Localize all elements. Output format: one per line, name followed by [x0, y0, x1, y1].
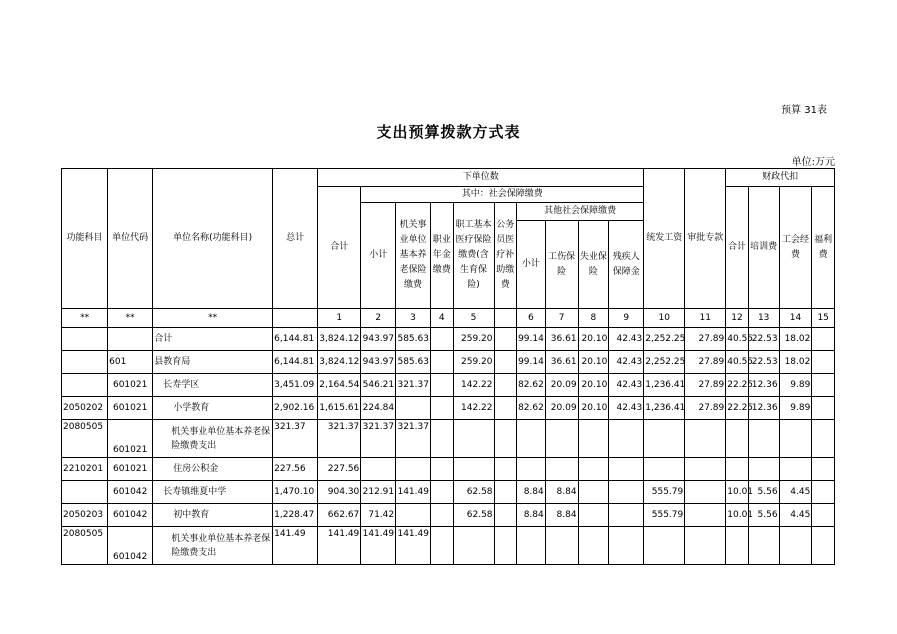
value-cell	[578, 420, 609, 458]
header-welfare: 福利费	[812, 187, 835, 309]
value-cell	[812, 504, 835, 527]
index-cell: 14	[779, 309, 812, 328]
unit-name-cell: 长寿镇维夏中学	[153, 481, 273, 504]
unit-name-cell: 合计	[153, 328, 273, 351]
header-social-insurance: 其中：社会保障缴费	[361, 187, 644, 203]
index-cell: 13	[748, 309, 779, 328]
header-fiscal-heji: 合计	[726, 187, 749, 309]
value-cell: 22.53	[748, 351, 779, 374]
value-cell: 42.43	[609, 328, 644, 351]
value-cell: 22.53	[748, 328, 779, 351]
func-code-cell	[62, 481, 108, 504]
header-heji: 合计	[318, 187, 361, 309]
header-unemployment: 失业保险	[578, 221, 609, 309]
value-cell	[748, 458, 779, 481]
func-code-cell	[62, 328, 108, 351]
header-injury: 工伤保险	[545, 221, 578, 309]
unit-name-cell: 机关事业单位基本养老保险缴费支出	[153, 527, 273, 565]
value-cell	[430, 397, 453, 420]
value-cell	[430, 481, 453, 504]
header-civil-medical: 公务员医疗补助缴费	[494, 203, 517, 309]
value-cell	[726, 458, 749, 481]
value-cell	[578, 527, 609, 565]
value-cell: 943.97	[361, 351, 396, 374]
unit-label: 单位:万元	[791, 157, 835, 168]
header-fiscal-agent: 财政代扣	[726, 169, 835, 187]
index-cell	[494, 309, 517, 328]
table-row	[62, 351, 835, 374]
header-training: 培训费	[748, 187, 779, 309]
value-cell: 42.43	[609, 397, 644, 420]
value-cell	[685, 527, 726, 565]
value-cell: 20.10	[578, 397, 609, 420]
value-cell	[494, 397, 517, 420]
value-cell: 141.49	[396, 527, 431, 565]
value-cell: 3,451.09	[273, 374, 318, 397]
header-xiaoji: 小计	[361, 203, 396, 309]
value-cell: 8.84	[517, 481, 546, 504]
value-cell	[494, 420, 517, 458]
value-cell: 227.56	[273, 458, 318, 481]
index-cell: 3	[396, 309, 431, 328]
value-cell: 8.84	[517, 504, 546, 527]
unit-code-cell	[108, 328, 153, 351]
value-cell	[685, 504, 726, 527]
value-cell: 141.49	[318, 527, 361, 565]
index-cell: **	[62, 309, 108, 328]
value-cell	[517, 458, 546, 481]
index-cell	[273, 309, 318, 328]
index-cell: 5	[453, 309, 494, 328]
value-cell	[545, 458, 578, 481]
index-cell: 10	[644, 309, 685, 328]
value-cell	[494, 351, 517, 374]
value-cell: 12.36	[748, 397, 779, 420]
header-pension: 机关事业单位基本养老保险缴费	[396, 203, 431, 309]
table-reference: 预算 31表	[781, 105, 827, 116]
value-cell	[453, 420, 494, 458]
table-row	[62, 328, 835, 351]
value-cell: 20.10	[578, 351, 609, 374]
index-cell: 6	[517, 309, 546, 328]
value-cell: 546.21	[361, 374, 396, 397]
table-row	[62, 397, 835, 420]
value-cell: 585.63	[396, 351, 431, 374]
value-cell: 10.01	[726, 504, 749, 527]
value-cell: 9.89	[779, 374, 812, 397]
index-cell: 1	[318, 309, 361, 328]
value-cell: 904.30	[318, 481, 361, 504]
value-cell: 82.62	[517, 374, 546, 397]
table-row	[62, 458, 835, 481]
value-cell: 20.10	[578, 328, 609, 351]
unit-code-cell: 601042	[108, 504, 153, 527]
index-cell: 12	[726, 309, 749, 328]
value-cell: 12.36	[748, 374, 779, 397]
value-cell: 62.58	[453, 504, 494, 527]
unit-code-cell: 601021	[108, 458, 153, 481]
value-cell: 4.45	[779, 504, 812, 527]
value-cell	[545, 527, 578, 565]
page-title: 支出预算拨款方式表	[376, 123, 521, 141]
value-cell	[453, 527, 494, 565]
value-cell	[430, 458, 453, 481]
value-cell	[685, 458, 726, 481]
value-cell: 142.22	[453, 397, 494, 420]
value-cell: 8.84	[545, 504, 578, 527]
unit-name-cell: 住房公积金	[153, 458, 273, 481]
value-cell	[545, 420, 578, 458]
value-cell: 82.62	[517, 397, 546, 420]
value-cell: 8.84	[545, 481, 578, 504]
value-cell	[430, 504, 453, 527]
header-other-social: 其他社会保障缴费	[517, 203, 644, 221]
func-code-cell: 2210201	[62, 458, 108, 481]
header-unit-code: 单位代码	[108, 169, 153, 309]
func-code-cell: 2080505	[62, 420, 108, 458]
value-cell: 212.91	[361, 481, 396, 504]
value-cell	[812, 481, 835, 504]
unit-name-cell: 小学教育	[153, 397, 273, 420]
index-cell: 7	[545, 309, 578, 328]
header-lower-units: 下单位数	[318, 169, 644, 187]
value-cell: 6,144.81	[273, 328, 318, 351]
header-disabled: 残疾人保障金	[609, 221, 644, 309]
value-cell	[812, 458, 835, 481]
value-cell	[517, 420, 546, 458]
value-cell	[494, 504, 517, 527]
func-code-cell	[62, 351, 108, 374]
value-cell: 36.61	[545, 328, 578, 351]
index-cell: 9	[609, 309, 644, 328]
value-cell	[779, 458, 812, 481]
value-cell	[812, 397, 835, 420]
header-total: 总计	[273, 169, 318, 309]
value-cell: 141.49	[273, 527, 318, 565]
header-func-code: 功能科目	[62, 169, 108, 309]
value-cell	[644, 420, 685, 458]
unit-name-cell: 长寿学区	[153, 374, 273, 397]
header-union: 工会经费	[779, 187, 812, 309]
value-cell	[609, 504, 644, 527]
value-cell: 1,615.61	[318, 397, 361, 420]
value-cell: 9.89	[779, 397, 812, 420]
value-cell	[812, 351, 835, 374]
value-cell: 142.22	[453, 374, 494, 397]
value-cell: 5.56	[748, 504, 779, 527]
value-cell	[812, 527, 835, 565]
table-row	[62, 504, 835, 527]
unit-name-cell: 初中教育	[153, 504, 273, 527]
value-cell: 22.25	[726, 374, 749, 397]
value-cell: 224.84	[361, 397, 396, 420]
table-row	[62, 527, 835, 565]
table-row	[62, 481, 835, 504]
value-cell: 27.89	[685, 397, 726, 420]
value-cell: 18.02	[779, 351, 812, 374]
value-cell: 3,824.12	[318, 328, 361, 351]
value-cell	[494, 328, 517, 351]
value-cell	[779, 420, 812, 458]
value-cell: 321.37	[361, 420, 396, 458]
header-other-xiaoji: 小计	[517, 221, 546, 309]
value-cell	[685, 420, 726, 458]
value-cell	[726, 527, 749, 565]
value-cell: 943.97	[361, 328, 396, 351]
value-cell	[644, 527, 685, 565]
table-row	[62, 420, 835, 458]
value-cell: 2,902.16	[273, 397, 318, 420]
value-cell: 259.20	[453, 351, 494, 374]
index-cell: **	[108, 309, 153, 328]
value-cell: 1,236.41	[644, 397, 685, 420]
value-cell: 259.20	[453, 328, 494, 351]
value-cell	[609, 458, 644, 481]
value-cell: 42.43	[609, 374, 644, 397]
value-cell: 662.67	[318, 504, 361, 527]
value-cell: 2,252.25	[644, 351, 685, 374]
unit-name-cell: 县教育局	[153, 351, 273, 374]
value-cell	[453, 458, 494, 481]
value-cell: 5.56	[748, 481, 779, 504]
value-cell: 321.37	[396, 420, 431, 458]
header-row-1	[62, 169, 835, 187]
value-cell	[644, 458, 685, 481]
value-cell: 1,470.10	[273, 481, 318, 504]
header-approved: 审批专款	[685, 169, 726, 309]
value-cell	[494, 527, 517, 565]
unit-code-cell: 601042	[108, 481, 153, 504]
value-cell: 2,164.54	[318, 374, 361, 397]
value-cell: 321.37	[318, 420, 361, 458]
value-cell	[812, 374, 835, 397]
table-row	[62, 374, 835, 397]
index-cell: **	[153, 309, 273, 328]
value-cell	[494, 481, 517, 504]
value-cell: 20.09	[545, 397, 578, 420]
value-cell	[430, 527, 453, 565]
header-medical: 职工基本医疗保险缴费(含生育保险)	[453, 203, 494, 309]
value-cell	[748, 420, 779, 458]
value-cell: 10.01	[726, 481, 749, 504]
value-cell: 4.45	[779, 481, 812, 504]
value-cell: 1,228.47	[273, 504, 318, 527]
value-cell	[396, 397, 431, 420]
value-cell: 2,252.25	[644, 328, 685, 351]
value-cell: 27.89	[685, 351, 726, 374]
value-cell: 321.37	[273, 420, 318, 458]
value-cell: 141.49	[361, 527, 396, 565]
value-cell	[578, 481, 609, 504]
value-cell: 555.79	[644, 504, 685, 527]
value-cell: 40.55	[726, 328, 749, 351]
value-cell: 227.56	[318, 458, 361, 481]
value-cell: 6,144.81	[273, 351, 318, 374]
value-cell: 99.14	[517, 351, 546, 374]
unit-code-cell: 601021	[108, 397, 153, 420]
value-cell	[430, 328, 453, 351]
value-cell	[726, 420, 749, 458]
value-cell: 42.43	[609, 351, 644, 374]
func-code-cell: 2080505	[62, 527, 108, 565]
value-cell: 1,236.41	[644, 374, 685, 397]
index-cell: 8	[578, 309, 609, 328]
func-code-cell	[62, 374, 108, 397]
value-cell	[578, 458, 609, 481]
value-cell	[578, 504, 609, 527]
value-cell: 20.09	[545, 374, 578, 397]
value-cell: 3,824.12	[318, 351, 361, 374]
value-cell: 27.89	[685, 328, 726, 351]
value-cell	[494, 458, 517, 481]
value-cell	[396, 458, 431, 481]
value-cell	[812, 328, 835, 351]
budget-table	[61, 168, 835, 565]
value-cell	[430, 374, 453, 397]
header-salary: 统发工资	[644, 169, 685, 309]
value-cell: 585.63	[396, 328, 431, 351]
value-cell	[430, 420, 453, 458]
value-cell: 18.02	[779, 328, 812, 351]
value-cell: 40.55	[726, 351, 749, 374]
value-cell: 99.14	[517, 328, 546, 351]
index-cell: 2	[361, 309, 396, 328]
value-cell: 36.61	[545, 351, 578, 374]
value-cell	[609, 527, 644, 565]
value-cell	[517, 527, 546, 565]
value-cell: 62.58	[453, 481, 494, 504]
func-code-cell: 2050203	[62, 504, 108, 527]
unit-code-cell: 601042	[108, 527, 153, 565]
value-cell: 27.89	[685, 374, 726, 397]
index-cell: 4	[430, 309, 453, 328]
value-cell	[430, 351, 453, 374]
unit-name-cell: 机关事业单位基本养老保险缴费支出	[153, 420, 273, 458]
value-cell	[748, 527, 779, 565]
index-cell: 15	[812, 309, 835, 328]
header-annuity: 职业年金缴费	[430, 203, 453, 309]
value-cell	[361, 458, 396, 481]
value-cell: 321.37	[396, 374, 431, 397]
value-cell	[609, 481, 644, 504]
value-cell: 555.79	[644, 481, 685, 504]
value-cell	[685, 481, 726, 504]
value-cell: 20.10	[578, 374, 609, 397]
value-cell: 71.42	[361, 504, 396, 527]
unit-code-cell: 601021	[108, 420, 153, 458]
value-cell	[494, 374, 517, 397]
value-cell: 141.49	[396, 481, 431, 504]
unit-code-cell: 601021	[108, 374, 153, 397]
index-cell: 11	[685, 309, 726, 328]
header-unit-name: 单位名称(功能科目)	[153, 169, 273, 309]
index-row	[62, 309, 835, 328]
value-cell	[609, 420, 644, 458]
value-cell	[396, 504, 431, 527]
value-cell	[812, 420, 835, 458]
unit-code-cell: 601	[108, 351, 153, 374]
func-code-cell: 2050202	[62, 397, 108, 420]
value-cell	[779, 527, 812, 565]
value-cell: 22.25	[726, 397, 749, 420]
